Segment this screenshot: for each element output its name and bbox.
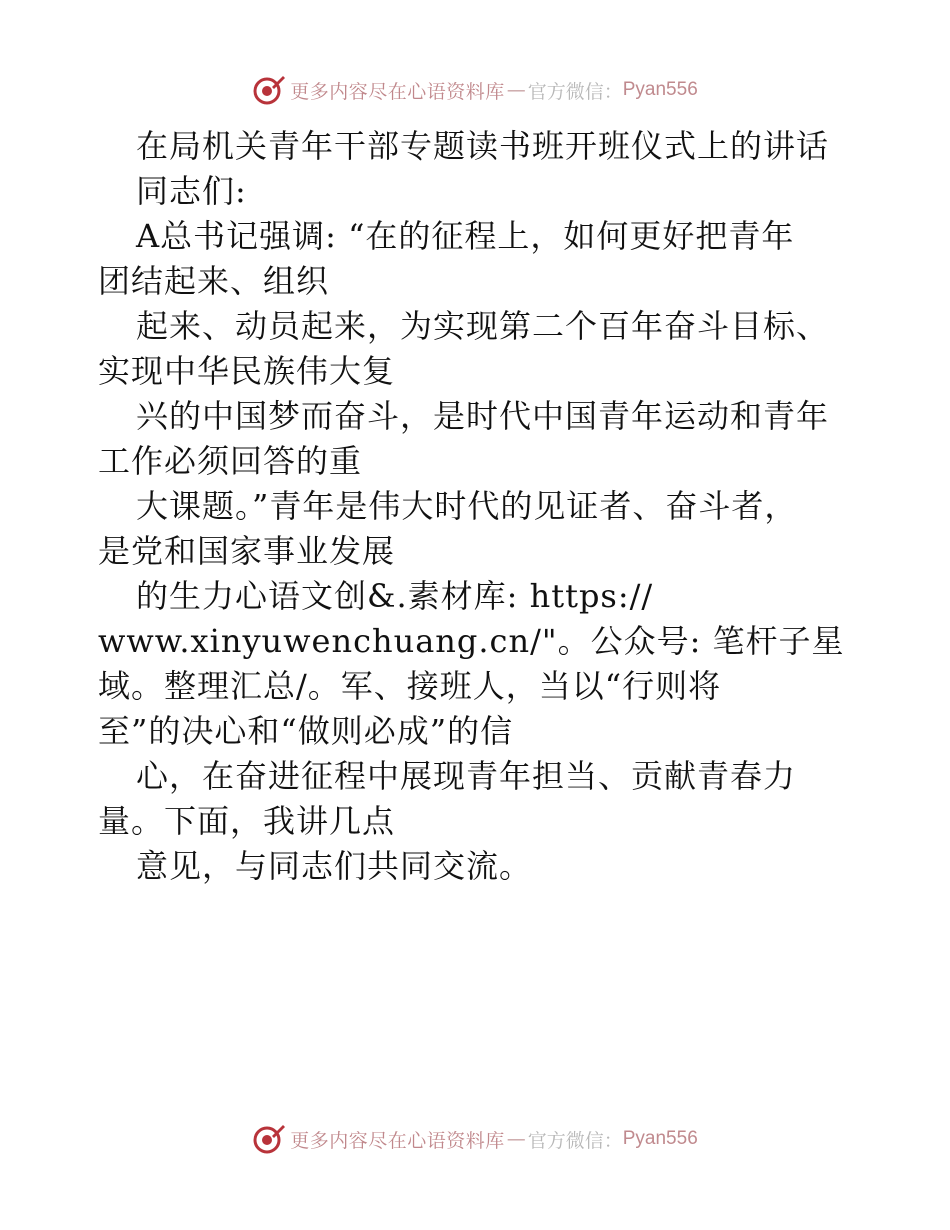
- text-line: 大课题。”青年是伟大时代的见证者、奋斗者，: [136, 487, 798, 525]
- document-title: 在局机关青年干部专题读书班开班仪式上的讲话: [136, 127, 830, 165]
- text-line: 团结起来、组织: [98, 262, 330, 300]
- banner-wechat-id: Pyan556: [622, 1128, 698, 1149]
- banner-dash: —: [506, 1128, 526, 1150]
- text-line: 起来、动员起来，为实现第二个百年奋斗目标、: [136, 307, 830, 345]
- header-watermark-banner: [0, 70, 950, 110]
- text-line: 同志们:: [136, 172, 247, 210]
- banner-text: 更多内容尽在心语资料库: [290, 1129, 505, 1152]
- text-line: 工作必须回答的重: [98, 442, 363, 480]
- document-body: [98, 124, 898, 889]
- banner-dash: —: [506, 79, 526, 101]
- pen-logo-icon: [252, 73, 286, 107]
- banner-wechat-label: 官方微信：: [527, 80, 623, 103]
- text-line: 至”的决心和“做则必成”的信: [98, 712, 514, 750]
- text-line: 心，在奋进征程中展现青年担当、贡献青春力: [136, 757, 797, 795]
- text-line: 的生力心语文创&.素材库: https://: [136, 577, 654, 615]
- text-line: 是党和国家事业发展: [98, 532, 396, 570]
- pen-logo-icon: [252, 1122, 286, 1156]
- text-line: A总书记强调: “在的征程上，如何更好把青年: [136, 217, 795, 255]
- text-line: 域。整理汇总/。军、接班人，当以“行则将: [98, 667, 722, 705]
- banner-wechat-id: Pyan556: [622, 79, 698, 100]
- text-line: 量。下面，我讲几点: [98, 802, 396, 840]
- text-line-url: www.xinyuwenchuang.cn/"。公众号: 笔杆子星: [98, 622, 845, 660]
- text-line: 兴的中国梦而奋斗，是时代中国青年运动和青年: [136, 397, 830, 435]
- footer-watermark-banner: [0, 1119, 950, 1159]
- text-line: 实现中华民族伟大复: [98, 352, 396, 390]
- banner-text: 更多内容尽在心语资料库: [290, 80, 505, 103]
- text-line: 意见，与同志们共同交流。: [136, 847, 533, 885]
- banner-wechat-label: 官方微信：: [527, 1129, 623, 1152]
